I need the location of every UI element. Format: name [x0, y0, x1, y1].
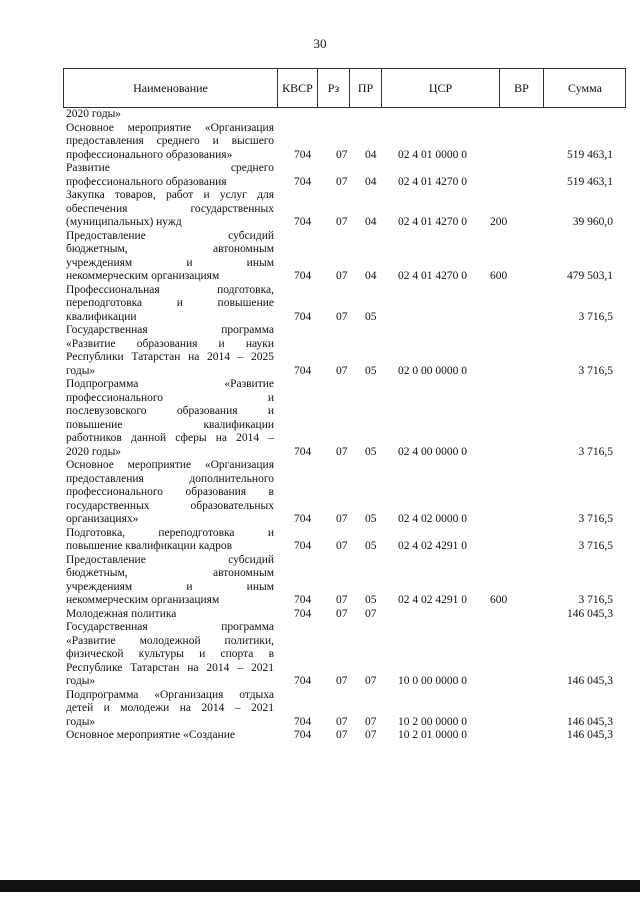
row-name-line: физической культуры и спорта в — [66, 648, 274, 660]
table-row — [66, 284, 626, 325]
row-name-line: Основное мероприятие «Организация — [66, 121, 274, 134]
table-row — [66, 459, 626, 527]
table-row — [66, 162, 626, 189]
row-name-line: обеспечения государственных — [66, 202, 274, 215]
table-row — [66, 378, 626, 459]
row-name-line: повышение квалификации — [66, 418, 274, 431]
row-name-line: государственных образовательных — [66, 499, 274, 512]
header-name: Наименование — [64, 69, 278, 107]
table-row — [66, 189, 626, 230]
cell-pr: 05 — [365, 513, 377, 525]
table-row — [66, 122, 626, 163]
cell-kvsr: 704 — [294, 148, 312, 161]
table-row — [66, 230, 626, 284]
cell-rz: 07 — [336, 310, 348, 323]
cell-sum: 3 716,5 — [578, 594, 613, 606]
cell-pr: 05 — [365, 540, 377, 552]
row-name-line: Основное мероприятие «Организация — [66, 459, 274, 471]
header-rz: Рз — [318, 69, 350, 107]
cell-rz: 07 — [336, 445, 348, 458]
cell-kvsr: 704 — [294, 594, 312, 606]
header-pr: ПР — [350, 69, 382, 107]
cell-csr: 02 4 02 4291 0 — [398, 540, 467, 552]
row-name-line: Основное мероприятие «Создание — [66, 729, 236, 741]
row-name-line: Предоставление субсидий — [66, 553, 274, 566]
cell-pr: 07 — [365, 729, 377, 741]
row-name-line: «Развитие образования и науки — [66, 337, 274, 350]
row-name-line: годы» — [66, 364, 96, 377]
cell-kvsr: 704 — [294, 540, 312, 552]
row-name-line: профессионального образования в — [66, 486, 274, 498]
cell-pr: 04 — [365, 216, 377, 228]
cell-csr: 02 4 00 0000 0 — [398, 445, 467, 458]
cell-sum: 519 463,1 — [567, 175, 613, 188]
cell-sum: 479 503,1 — [567, 270, 613, 282]
row-name-line: учреждениям и иным — [66, 256, 274, 269]
cell-sum: 519 463,1 — [567, 148, 613, 161]
cell-sum: 3 716,5 — [578, 310, 613, 323]
row-name-line: Подпрограмма «Развитие — [66, 378, 274, 390]
cell-sum: 3 716,5 — [578, 364, 613, 377]
cell-pr: 04 — [365, 148, 377, 161]
cell-rz: 07 — [336, 729, 348, 741]
table-body — [66, 108, 626, 743]
cell-csr: 10 0 00 0000 0 — [398, 675, 467, 687]
cell-sum: 146 045,3 — [567, 715, 613, 728]
cell-csr: 02 4 01 4270 0 — [398, 216, 467, 228]
cell-sum: 3 716,5 — [578, 445, 613, 458]
row-name-line: Государственная программа — [66, 324, 274, 336]
cell-rz: 07 — [336, 270, 348, 282]
cell-kvsr: 704 — [294, 675, 312, 687]
row-name-line: Профессиональная подготовка, — [66, 283, 274, 296]
row-name-line: профессионального образования — [66, 175, 227, 188]
row-name-line: предоставления дополнительного — [66, 472, 274, 485]
row-name-line: 2020 годы» — [66, 108, 122, 120]
cell-rz: 07 — [336, 148, 348, 161]
cell-pr: 05 — [365, 364, 377, 377]
table-row — [66, 527, 626, 554]
row-name-line: работников данной сферы на 2014 – — [66, 432, 274, 444]
row-name-line: годы» — [66, 675, 96, 687]
cell-pr: 07 — [365, 715, 377, 728]
row-name-line: Подготовка, переподготовка и — [66, 526, 274, 539]
row-name-line: Государственная программа — [66, 621, 274, 633]
cell-kvsr: 704 — [294, 364, 312, 377]
cell-pr: 04 — [365, 270, 377, 282]
header-vr: ВР — [500, 69, 544, 107]
cell-csr: 02 0 00 0000 0 — [398, 364, 467, 377]
cell-kvsr: 704 — [294, 216, 312, 228]
row-name-line: Республики Татарстан на 2014 – 2025 — [66, 351, 274, 363]
cell-kvsr: 704 — [294, 445, 312, 458]
row-name-line: профессионального и — [66, 391, 274, 404]
row-name-line: предоставления среднего и высшего — [66, 135, 274, 147]
cell-rz: 07 — [336, 540, 348, 552]
table-row — [66, 324, 626, 378]
row-name-line: некоммерческим организациям — [66, 270, 220, 282]
row-name-line: профессионального образования» — [66, 148, 233, 161]
cell-kvsr: 704 — [294, 513, 312, 525]
table-row — [66, 608, 626, 622]
cell-sum: 146 045,3 — [567, 675, 613, 687]
cell-rz: 07 — [336, 216, 348, 228]
row-name-line: повышение квалификации кадров — [66, 540, 233, 552]
cell-sum: 146 045,3 — [567, 729, 613, 741]
row-name-line: 2020 годы» — [66, 445, 122, 458]
cell-kvsr: 704 — [294, 729, 312, 741]
row-name-line: организациях» — [66, 513, 139, 525]
cell-sum: 3 716,5 — [578, 513, 613, 525]
row-name-line: Развитие среднего — [66, 162, 274, 174]
cell-rz: 07 — [336, 594, 348, 606]
cell-kvsr: 704 — [294, 715, 312, 728]
table-row — [66, 689, 626, 730]
cell-csr: 02 4 01 4270 0 — [398, 270, 467, 282]
cell-sum: 3 716,5 — [578, 540, 613, 552]
row-name-line: квалификации — [66, 310, 137, 323]
header-kvsr: КВСР — [278, 69, 318, 107]
row-name-line: послевузовского образования и — [66, 405, 274, 417]
cell-vr: 600 — [490, 270, 508, 282]
row-name-line: Предоставление субсидий — [66, 229, 274, 242]
cell-kvsr: 704 — [294, 310, 312, 323]
header-csr: ЦСР — [382, 69, 500, 107]
cell-kvsr: 704 — [294, 607, 312, 620]
table-row — [66, 554, 626, 608]
cell-sum: 39 960,0 — [572, 216, 613, 228]
cell-vr: 600 — [490, 594, 508, 606]
cell-csr: 10 2 01 0000 0 — [398, 729, 467, 741]
row-name-line: (муниципальных) нужд — [66, 216, 182, 228]
header-sum: Сумма — [568, 80, 602, 95]
page-number: 30 — [313, 36, 327, 51]
cell-sum: 146 045,3 — [567, 607, 613, 620]
cell-rz: 07 — [336, 715, 348, 728]
cell-vr: 200 — [490, 216, 508, 228]
row-name-line: годы» — [66, 715, 96, 728]
cell-kvsr: 704 — [294, 270, 312, 282]
row-name-line: переподготовка и повышение — [66, 297, 274, 309]
row-name-line: Закупка товаров, работ и услуг для — [66, 189, 274, 201]
cell-csr: 10 2 00 0000 0 — [398, 715, 467, 728]
cell-pr: 04 — [365, 175, 377, 188]
cell-csr: 02 4 01 4270 0 — [398, 175, 467, 188]
row-name-line: детей и молодежи на 2014 – 2021 — [66, 702, 274, 714]
cell-rz: 07 — [336, 607, 348, 620]
cell-csr: 02 4 02 0000 0 — [398, 513, 467, 525]
row-name-line: некоммерческим организациям — [66, 594, 220, 606]
row-name-line: Подпрограмма «Организация отдыха — [66, 688, 274, 701]
scan-edge-bar — [0, 880, 640, 892]
cell-rz: 07 — [336, 513, 348, 525]
row-name-line: «Развитие молодежной политики, — [66, 634, 274, 647]
cell-pr: 07 — [365, 675, 377, 687]
row-name-line: бюджетным, автономным — [66, 243, 274, 255]
cell-pr: 05 — [365, 445, 377, 458]
table-row — [66, 621, 626, 689]
cell-rz: 07 — [336, 675, 348, 687]
cell-pr: 07 — [365, 607, 377, 620]
cell-rz: 07 — [336, 175, 348, 188]
table-row — [66, 729, 626, 743]
cell-csr: 02 4 01 0000 0 — [398, 148, 467, 161]
cell-pr: 05 — [365, 594, 377, 606]
cell-csr: 02 4 02 4291 0 — [398, 594, 467, 606]
row-name-line: Молодежная политика — [66, 607, 177, 620]
cell-kvsr: 704 — [294, 175, 312, 188]
table-row — [66, 108, 626, 122]
row-name-line: учреждениям и иным — [66, 580, 274, 593]
cell-pr: 05 — [365, 310, 377, 323]
cell-rz: 07 — [336, 364, 348, 377]
table-header — [63, 68, 626, 108]
row-name-line: Республике Татарстан на 2014 – 2021 — [66, 661, 274, 674]
row-name-line: бюджетным, автономным — [66, 567, 274, 579]
